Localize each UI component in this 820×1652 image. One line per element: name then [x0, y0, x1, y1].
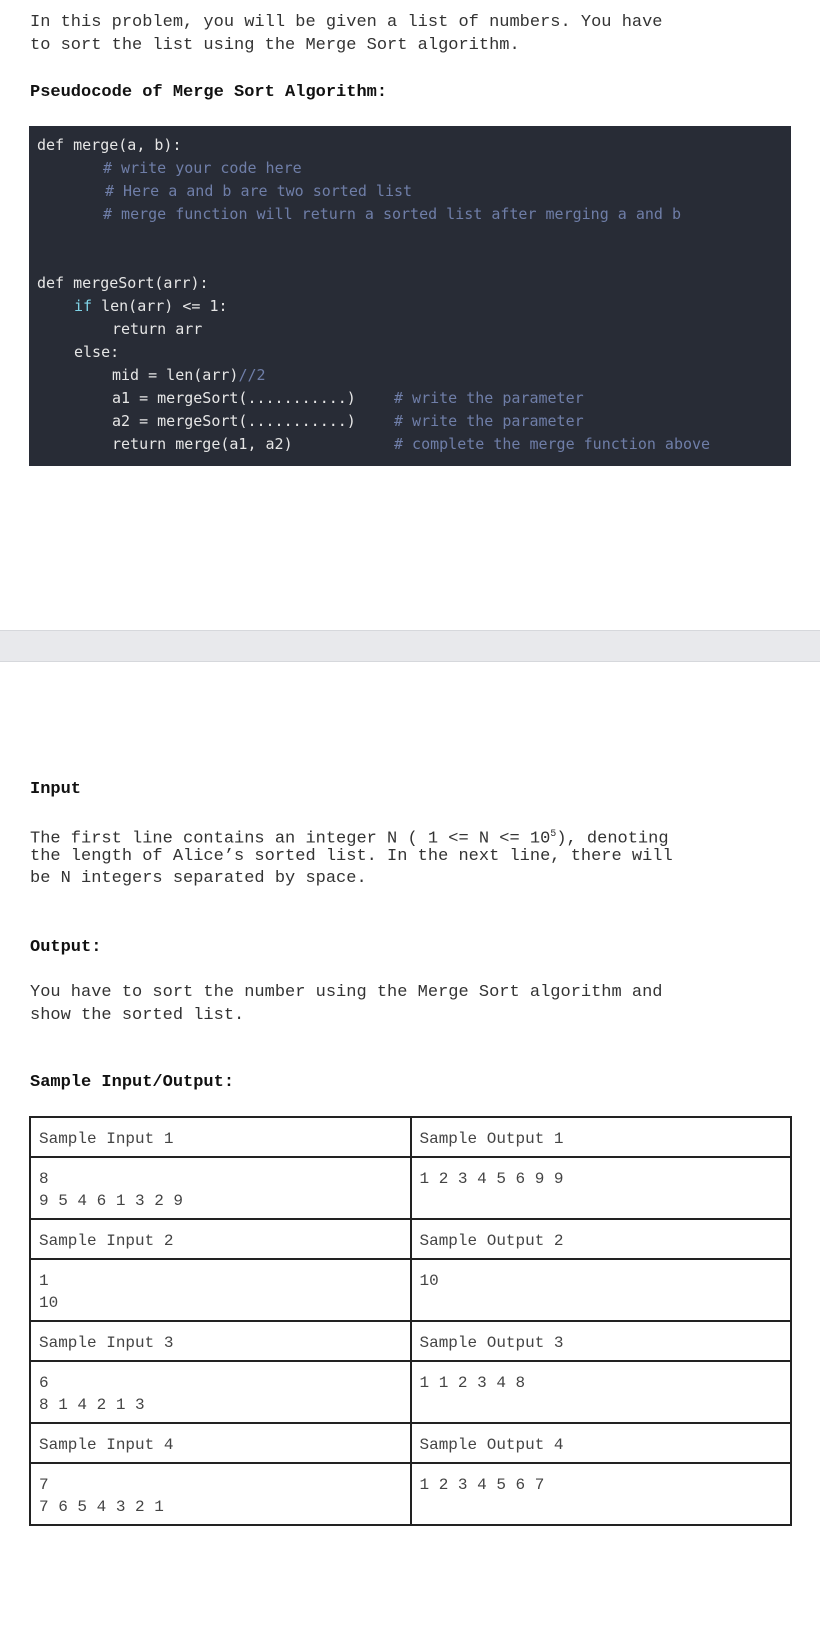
intro-line-1: In this problem, you will be given a list of numbers. You have: [30, 13, 663, 32]
sample-output-cell: 1 2 3 4 5 6 7: [411, 1463, 792, 1525]
table-row: [30, 1361, 791, 1423]
output-line-2: show the sorted list.: [30, 1006, 245, 1025]
table-row: [30, 1157, 791, 1219]
output-heading: Output:: [30, 938, 102, 957]
sample-output-label: Sample Output 2: [411, 1219, 792, 1259]
sample-input-n: 1: [39, 1272, 49, 1290]
sample-output-cell: 10: [411, 1259, 792, 1321]
pseudocode-heading: Pseudocode of Merge Sort Algorithm:: [30, 83, 388, 102]
sample-input-values: 7 6 5 4 3 2 1: [39, 1498, 164, 1516]
code-comment: # merge function will return a sorted list after merging a and b: [103, 205, 681, 223]
code-comment: # write your code here: [103, 159, 302, 177]
table-row: [30, 1117, 791, 1157]
input-line-3: be N integers separated by space.: [30, 869, 367, 888]
code-line: [112, 365, 266, 385]
sample-input-values: 8 1 4 2 1 3: [39, 1396, 145, 1414]
sample-output-cell: 1 1 2 3 4 8: [411, 1361, 792, 1423]
table-row: [30, 1423, 791, 1463]
table-row: [30, 1259, 791, 1321]
sample-input-n: 7: [39, 1476, 49, 1494]
sample-input-cell: [30, 1463, 411, 1525]
sample-output-cell: 1 2 3 4 5 6 9 9: [411, 1157, 792, 1219]
sample-input-cell: [30, 1259, 411, 1321]
sample-heading: Sample Input/Output:: [30, 1073, 235, 1092]
sample-input-n: 8: [39, 1170, 49, 1188]
code-line: return arr: [112, 320, 203, 338]
table-row: [30, 1219, 791, 1259]
code-line: def merge(a, b):: [37, 136, 182, 154]
intro-line-2: to sort the list using the Merge Sort algorithm.: [30, 36, 520, 55]
code-text: mid = len(arr): [112, 366, 239, 384]
code-comment: //2: [238, 366, 266, 384]
code-comment: # write the parameter: [394, 389, 584, 407]
code-line: return merge(a1, a2): [112, 435, 293, 453]
code-comment: # complete the merge function above: [394, 435, 711, 453]
code-comment: # Here a and b are two sorted list: [105, 182, 413, 200]
input-line-1-end: ), denoting: [556, 829, 669, 849]
sample-output-label: Sample Output 4: [411, 1423, 792, 1463]
code-line: [74, 296, 228, 316]
sample-input-label: Sample Input 2: [30, 1219, 411, 1259]
sample-input-values: 10: [39, 1294, 59, 1312]
code-keyword: if: [74, 297, 93, 315]
code-line: a2 = mergeSort(...........): [112, 412, 356, 430]
sample-input-label: Sample Input 4: [30, 1423, 411, 1463]
code-line: else:: [74, 343, 120, 361]
sample-table: [29, 1116, 792, 1526]
exponent: 5: [550, 829, 557, 840]
input-line-1-start: The first line contains an integer N ( 1 <= N <= 10: [30, 829, 551, 849]
code-line: def mergeSort(arr):: [37, 274, 209, 292]
output-line-1: You have to sort the number using the Merge Sort algorithm and: [30, 983, 663, 1002]
sample-input-cell: [30, 1157, 411, 1219]
sample-input-values: 9 5 4 6 1 3 2 9: [39, 1192, 184, 1210]
code-text: len(arr) <= 1:: [92, 297, 228, 315]
sample-output-label: Sample Output 1: [411, 1117, 792, 1157]
code-comment: # write the parameter: [394, 412, 584, 430]
input-heading: Input: [30, 780, 82, 799]
table-row: [30, 1321, 791, 1361]
input-line-2: the length of Alice’s sorted list. In the next line, there will: [30, 847, 673, 866]
table-row: [30, 1463, 791, 1525]
sample-input-cell: [30, 1361, 411, 1423]
code-block: [29, 126, 791, 466]
sample-output-label: Sample Output 3: [411, 1321, 792, 1361]
sample-input-label: Sample Input 1: [30, 1117, 411, 1157]
sample-input-n: 6: [39, 1374, 49, 1392]
code-line: a1 = mergeSort(...........): [112, 389, 356, 407]
sample-input-label: Sample Input 3: [30, 1321, 411, 1361]
page-separator: [0, 630, 820, 662]
